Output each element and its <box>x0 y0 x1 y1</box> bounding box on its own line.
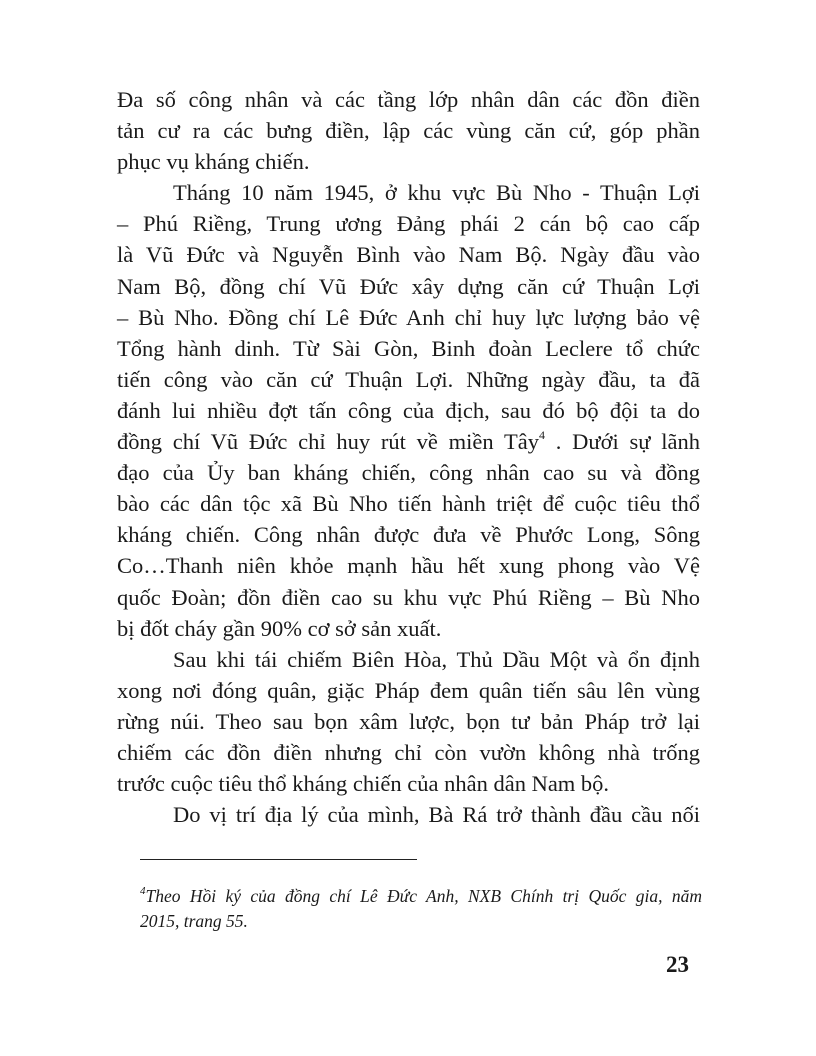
body-text <box>117 84 700 830</box>
text-line: Co…Thanh niên khỏe mạnh hầu hết xung phong vào Vệ <box>117 553 700 579</box>
paragraph-4 <box>117 799 700 830</box>
text-line: Đa số công nhân và các tầng lớp nhân dân các đồn điền <box>117 87 700 112</box>
text-line: Do vị trí địa lý của mình, Bà Rá trở thành đầu cầu nối <box>173 802 700 828</box>
footnote-line: 2015, trang 55. <box>140 911 248 931</box>
text-line: tiến công vào căn cứ Thuận Lợi. Những ngày đầu, ta đã <box>117 366 700 392</box>
text-line: xong nơi đóng quân, giặc Pháp đem quân tiến sâu lên vùng <box>117 677 700 703</box>
paragraph-3 <box>117 644 700 799</box>
footnote-separator <box>140 859 417 860</box>
text-line: chiếm các đồn điền nhưng chỉ còn vườn không nhà trống <box>117 739 700 765</box>
footnote-line <box>140 884 702 909</box>
text-line: Nam Bộ, đồng chí Vũ Đức xây dựng căn cứ Thuận Lợi <box>117 273 700 299</box>
footnote <box>140 884 702 934</box>
text-segment: đồng chí Vũ Đức chỉ huy rút về miền Tây <box>117 429 539 455</box>
page-number: 23 <box>666 952 689 977</box>
text-line: bào các dân tộc xã Bù Nho tiến hành triệt để cuộc tiêu thổ <box>117 491 700 517</box>
paragraph-2 <box>117 177 700 643</box>
text-line: đạo của Ủy ban kháng chiến, công nhân cao su và đồng <box>117 460 700 486</box>
footnote-reference[interactable]: 4 <box>539 428 545 443</box>
text-line-with-footnote <box>117 426 700 457</box>
text-line: – Bù Nho. Đồng chí Lê Đức Anh chỉ huy lực lượng bảo vệ <box>117 304 700 330</box>
footnote-text: Theo Hồi ký của đồng chí Lê Đức Anh, NXB Chính trị Quốc gia, năm <box>145 886 702 906</box>
text-line: quốc Đoàn; đồn điền cao su khu vực Phú Riềng – Bù Nho <box>117 584 700 610</box>
text-line: Sau khi tái chiếm Biên Hòa, Thủ Dầu Một và ổn định <box>173 646 700 672</box>
text-line: bị đốt cháy gần 90% cơ sở sản xuất. <box>117 615 442 641</box>
text-line: Tổng hành dinh. Từ Sài Gòn, Binh đoàn Leclere tổ chức <box>117 335 700 361</box>
text-line: Tháng 10 năm 1945, ở khu vực Bù Nho - Thuận Lợi <box>173 180 700 206</box>
footnote-marker: 4 <box>140 885 146 897</box>
text-line: – Phú Riềng, Trung ương Đảng phái 2 cán bộ cao cấp <box>117 211 700 237</box>
text-line: phục vụ kháng chiến. <box>117 149 310 175</box>
paragraph-1 <box>117 84 700 177</box>
text-segment: . Dưới sự lãnh <box>545 429 700 455</box>
text-line: rừng núi. Theo sau bọn xâm lược, bọn tư bản Pháp trở lại <box>117 708 700 734</box>
text-line: kháng chiến. Công nhân được đưa về Phước Long, Sông <box>117 522 700 548</box>
text-line: trước cuộc tiêu thổ kháng chiến của nhân dân Nam bộ. <box>117 771 610 797</box>
text-line: đánh lui nhiều đợt tấn công của địch, sau đó bộ đội ta do <box>117 397 700 423</box>
text-line: tản cư ra các bưng điền, lập các vùng căn cứ, góp phần <box>117 118 700 144</box>
text-line: là Vũ Đức và Nguyễn Bình vào Nam Bộ. Ngày đầu vào <box>117 242 700 268</box>
